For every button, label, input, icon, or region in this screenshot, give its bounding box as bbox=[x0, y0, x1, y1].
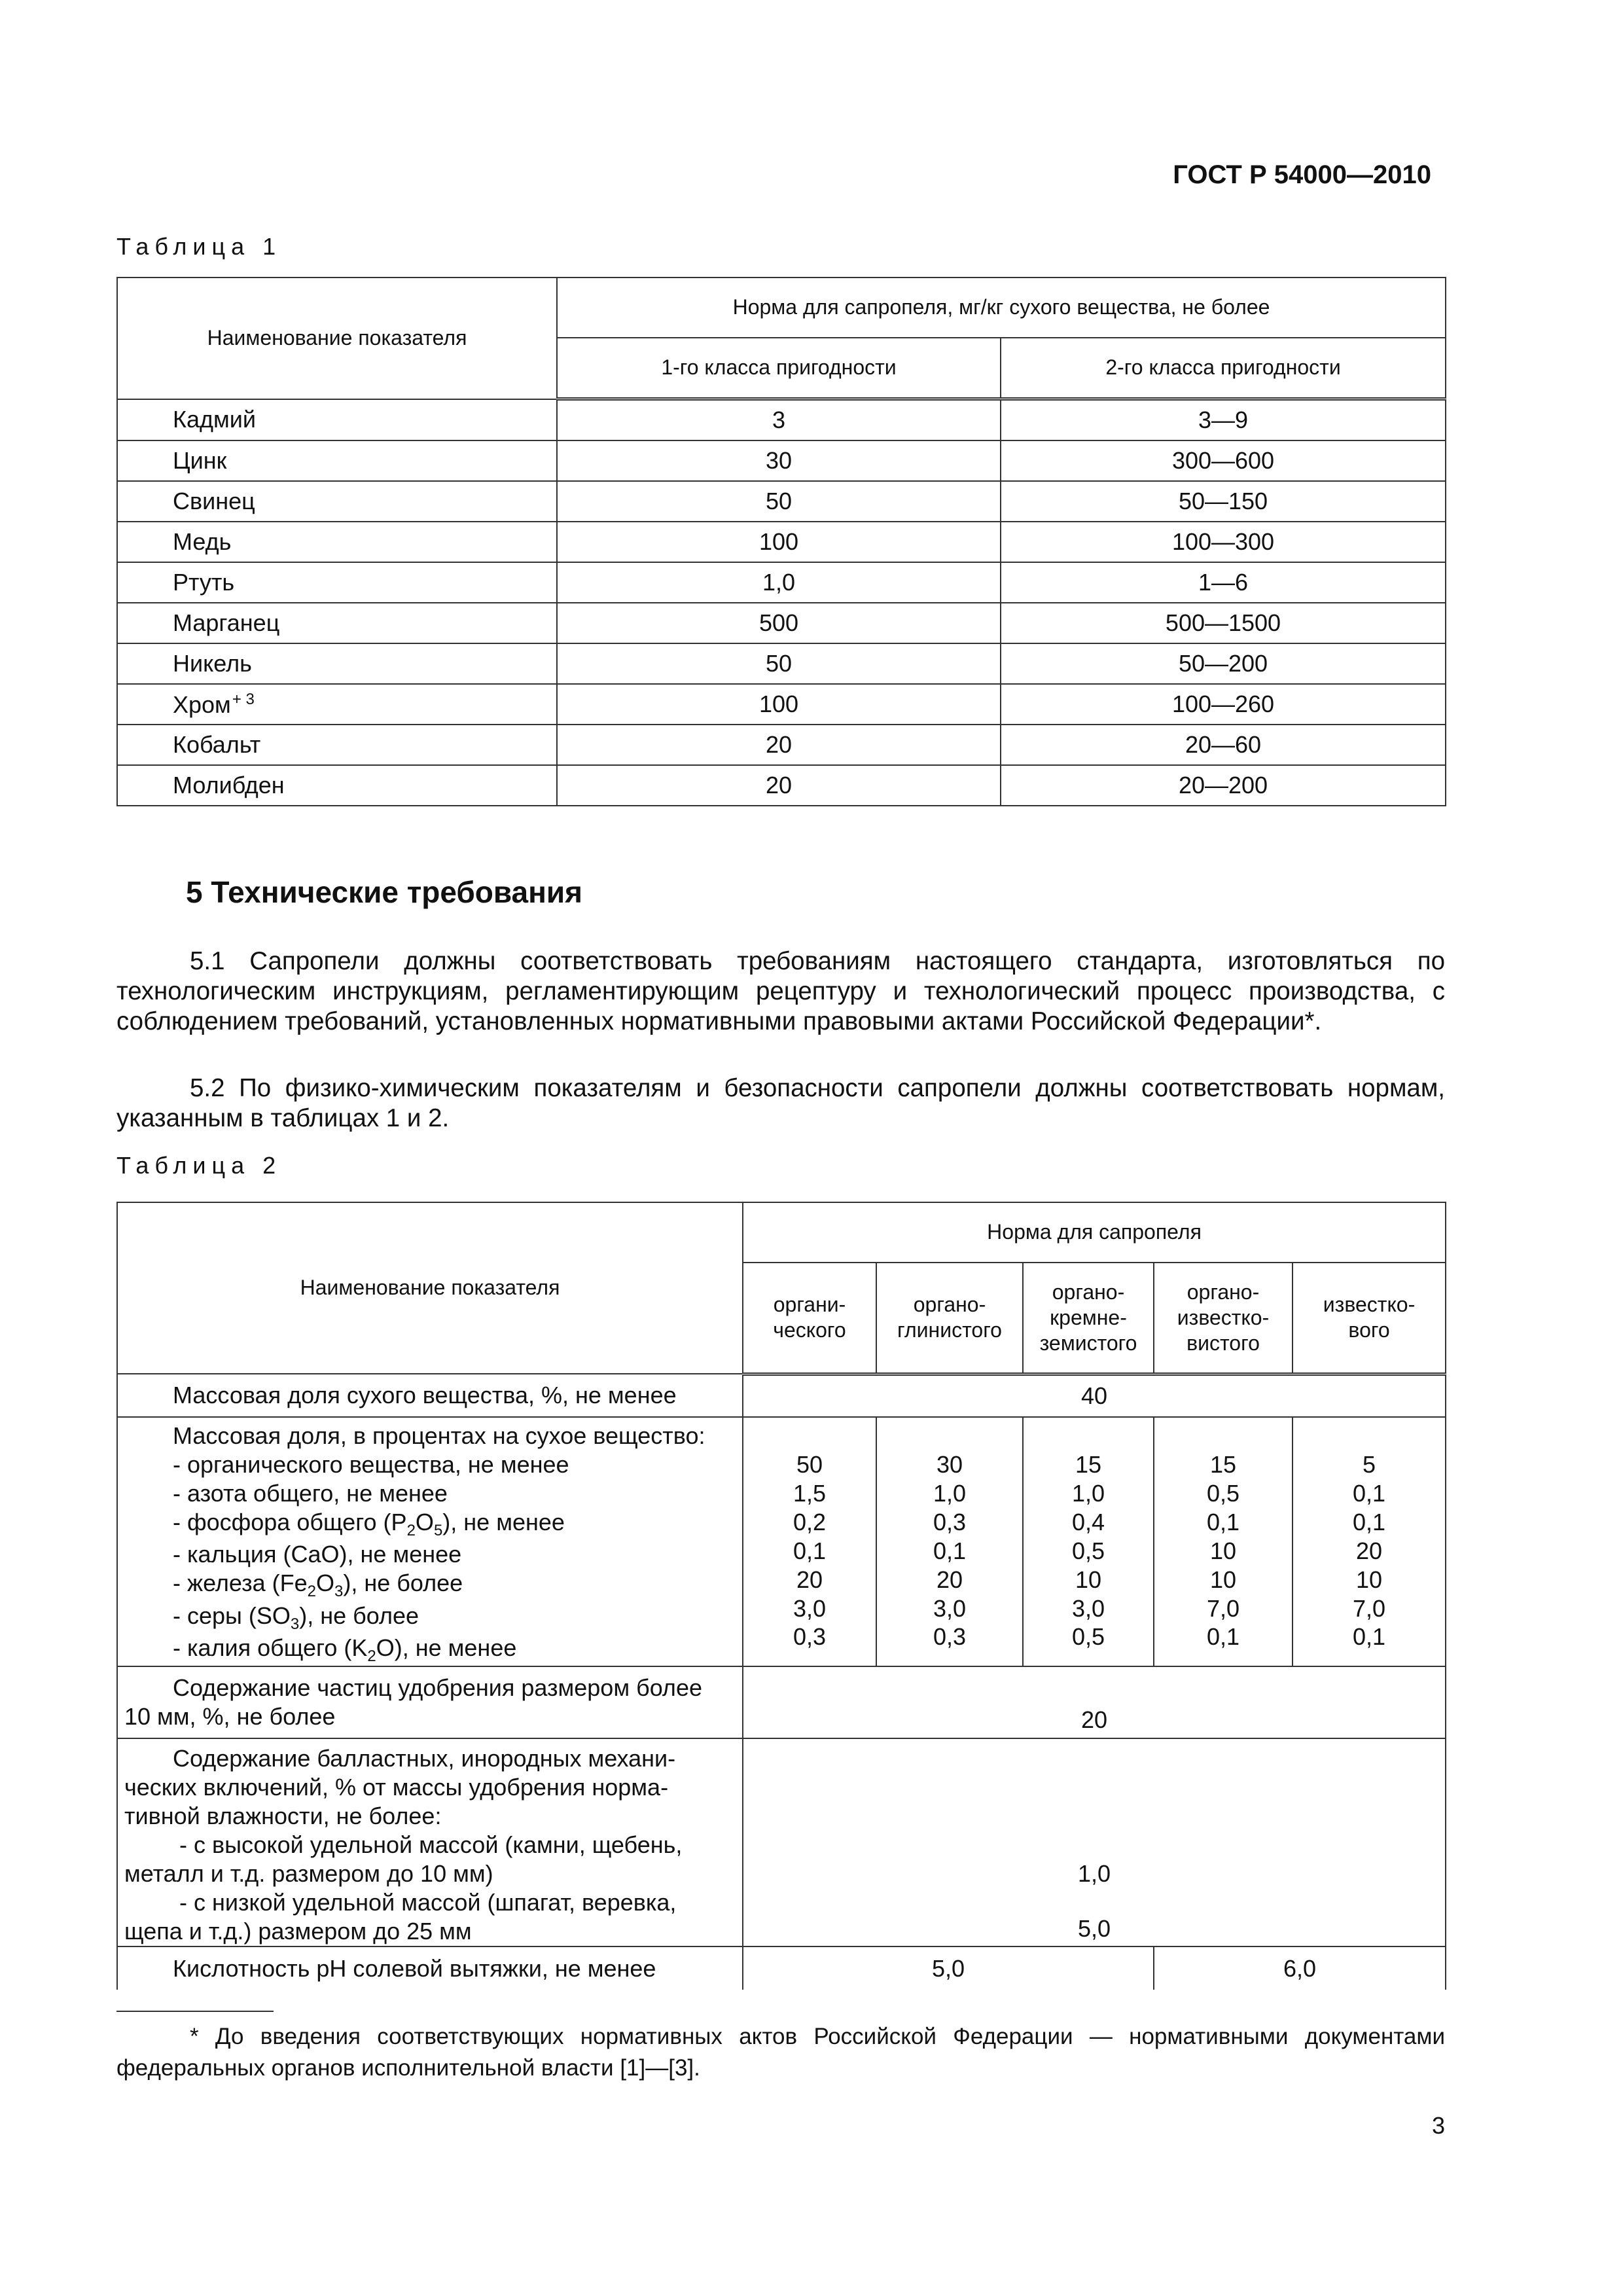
table1-class1-cell: 100 bbox=[557, 522, 1001, 562]
table1-class2-cell: 50—200 bbox=[1001, 643, 1446, 684]
category-line: ческого bbox=[773, 1318, 846, 1342]
metal-name: Никель bbox=[173, 650, 252, 677]
table2-category-1 bbox=[743, 1263, 876, 1374]
category-line: вистого bbox=[1186, 1331, 1260, 1355]
category-line: вого bbox=[1348, 1318, 1390, 1342]
mass-item bbox=[173, 1508, 736, 1540]
mass-value: 1,5 bbox=[793, 1479, 827, 1507]
category-line: земистого bbox=[1039, 1331, 1137, 1355]
mass-value: 30 bbox=[936, 1451, 963, 1478]
mass-item-sub: 3 bbox=[334, 1583, 344, 1601]
table1-class1-cell: 50 bbox=[557, 481, 1001, 522]
table1-class1-cell: 30 bbox=[557, 440, 1001, 481]
mass-value: 3,0 bbox=[1071, 1594, 1105, 1622]
table2-row-ph-value-a: 5,0 bbox=[743, 1946, 1154, 1990]
mass-value: 10 bbox=[1209, 1566, 1237, 1593]
table2-caption: Таблица 2 bbox=[116, 1152, 282, 1179]
mass-item-sub: 2 bbox=[406, 1521, 416, 1539]
mass-item-text: ), не более bbox=[299, 1602, 419, 1629]
ballast-line: - с низкой удельной массой (шпагат, веревка, bbox=[179, 1888, 677, 1916]
mass-item-sub: 3 bbox=[290, 1615, 300, 1633]
table1-class1-cell: 500 bbox=[557, 603, 1001, 643]
mass-value: 0,5 bbox=[1071, 1623, 1105, 1651]
table1-class1-cell: 20 bbox=[557, 765, 1001, 806]
document-code: ГОСТ Р 54000—2010 bbox=[1173, 160, 1431, 189]
table1-class2-cell: 20—200 bbox=[1001, 765, 1446, 806]
paragraph-5-1: 5.1 Сапропели должны соответствовать требованиям настоящего стандарта, изготовляться по технологическим инструкциям, регламентирующим рецептуру и технологический процесс производства, с соблюдением требований, установленных нормативными правовыми актами Российской Федерации*. bbox=[116, 947, 1445, 1035]
table2-mass-values-col-2 bbox=[876, 1417, 1023, 1666]
table1-name-cell bbox=[117, 481, 557, 522]
category-line: известко- bbox=[1323, 1293, 1416, 1317]
table2 bbox=[116, 1202, 1446, 1990]
table2-category-4 bbox=[1154, 1263, 1293, 1374]
metal-name: Кадмий bbox=[173, 406, 256, 433]
category-line: органо- bbox=[1052, 1280, 1125, 1304]
table1-class2-cell: 100—260 bbox=[1001, 684, 1446, 725]
ballast-line: тивной влажности, не более: bbox=[124, 1803, 442, 1830]
table2-category-5 bbox=[1293, 1263, 1446, 1374]
mass-value: 50 bbox=[796, 1451, 823, 1478]
mass-value: 1,0 bbox=[1071, 1479, 1105, 1507]
table1-name-cell bbox=[117, 562, 557, 603]
mass-item-text: - кальция (CaO), не менее bbox=[173, 1541, 462, 1568]
mass-value: 5 bbox=[1363, 1451, 1376, 1478]
table1-class2-cell: 1—6 bbox=[1001, 562, 1446, 603]
metal-name: Марганец bbox=[173, 609, 280, 637]
particles-line-2: 10 мм, %, не более bbox=[124, 1703, 336, 1731]
mass-value: 10 bbox=[1356, 1566, 1383, 1593]
mass-value: 7,0 bbox=[1206, 1594, 1240, 1622]
mass-value: 20 bbox=[1356, 1537, 1383, 1564]
section-title: 5 Технические требования bbox=[186, 875, 582, 909]
metal-name: Ртуть bbox=[173, 569, 235, 596]
category-line: известко- bbox=[1177, 1305, 1270, 1329]
mass-value: 7,0 bbox=[1353, 1594, 1386, 1622]
mass-value: 0,1 bbox=[1206, 1508, 1240, 1535]
mass-value: 0,1 bbox=[1353, 1623, 1386, 1651]
table1-class1-cell: 3 bbox=[557, 399, 1001, 441]
mass-value: 20 bbox=[796, 1566, 823, 1593]
mass-value: 0,3 bbox=[793, 1623, 827, 1651]
category-line: органо- bbox=[1186, 1280, 1260, 1304]
mass-item-text: - азота общего, не менее bbox=[173, 1479, 448, 1507]
paragraph-5-2: 5.2 По физико-химическим показателям и безопасности сапропели должны соответствовать нормам, указанным в таблицах 1 и 2. bbox=[116, 1074, 1445, 1132]
table1-header-norm: Норма для сапропеля, мг/кг сухого вещества, не более bbox=[557, 278, 1446, 338]
table-row bbox=[117, 522, 1446, 562]
mass-item bbox=[173, 1602, 736, 1634]
table1-class1-cell: 1,0 bbox=[557, 562, 1001, 603]
table2-row-ph-name: Кислотность pH солевой вытяжки, не менее bbox=[117, 1946, 743, 1990]
mass-item bbox=[173, 1540, 736, 1569]
mass-item-sub: 5 bbox=[433, 1521, 443, 1539]
metal-name: Кобальт bbox=[173, 731, 261, 759]
category-line: органо- bbox=[913, 1293, 986, 1317]
table2-mass-values-col-4 bbox=[1154, 1417, 1293, 1666]
ballast-line: металл и т.д. размером до 10 мм) bbox=[124, 1860, 493, 1888]
mass-item-text: ), не менее bbox=[442, 1508, 565, 1535]
mass-value: 0,1 bbox=[1353, 1479, 1386, 1507]
metal-name: Молибден bbox=[173, 772, 285, 799]
mass-value: 0,4 bbox=[1071, 1508, 1105, 1535]
mass-value: 15 bbox=[1209, 1451, 1237, 1478]
mass-value: 0,1 bbox=[793, 1537, 827, 1564]
table2-category-3 bbox=[1023, 1263, 1154, 1374]
table1 bbox=[116, 277, 1446, 806]
mass-value: 15 bbox=[1075, 1451, 1102, 1478]
mass-item-text: O), не менее bbox=[376, 1634, 517, 1661]
table1-name-cell bbox=[117, 725, 557, 765]
mass-item-text: - фосфора общего (P bbox=[173, 1508, 407, 1535]
mass-value: 0,1 bbox=[933, 1537, 967, 1564]
mass-item-text: - железа (Fe bbox=[173, 1570, 308, 1597]
mass-value: 1,0 bbox=[933, 1479, 967, 1507]
category-line: органи- bbox=[773, 1293, 846, 1317]
ballast-line: Содержание балластных, инородных механи- bbox=[173, 1745, 676, 1772]
mass-value: 0,5 bbox=[1206, 1479, 1240, 1507]
table2-mass-values-col-5 bbox=[1293, 1417, 1446, 1666]
mass-item-text: - органического вещества, не менее bbox=[173, 1450, 569, 1478]
table1-class2-cell: 50—150 bbox=[1001, 481, 1446, 522]
table1-name-cell bbox=[117, 765, 557, 806]
mass-item bbox=[173, 1479, 736, 1508]
mass-item-text: O bbox=[415, 1508, 434, 1535]
footnote: * До введения соответствующих нормативных актов Российской Федерации — нормативными документами федеральных органов исполнительной власти [1]—[3]. bbox=[116, 2024, 1445, 2081]
table1-name-cell bbox=[117, 399, 557, 441]
mass-value: 0,1 bbox=[1353, 1508, 1386, 1535]
mass-value: 3,0 bbox=[793, 1594, 827, 1622]
table2-mass-values-col-1 bbox=[743, 1417, 876, 1666]
mass-item-text: ), не более bbox=[343, 1570, 463, 1597]
table2-row-particles-value: 20 bbox=[743, 1666, 1446, 1738]
table1-name-cell bbox=[117, 643, 557, 684]
metal-name: Свинец bbox=[173, 488, 255, 515]
table1-class2-cell: 500—1500 bbox=[1001, 603, 1446, 643]
table1-name-cell bbox=[117, 684, 557, 725]
table-row bbox=[117, 440, 1446, 481]
mass-item-text: - серы (SO bbox=[173, 1602, 291, 1629]
ballast-line: - с высокой удельной массой (камни, щебень, bbox=[179, 1831, 683, 1859]
table2-row-ph-value-b: 6,0 bbox=[1154, 1946, 1446, 1990]
table1-class2-cell: 100—300 bbox=[1001, 522, 1446, 562]
table2-header-name: Наименование показателя bbox=[117, 1202, 743, 1374]
table2-header-norm: Норма для сапропеля bbox=[743, 1202, 1446, 1263]
table-row bbox=[117, 684, 1446, 725]
table-row bbox=[117, 643, 1446, 684]
table-row bbox=[117, 399, 1446, 441]
table1-class1-cell: 50 bbox=[557, 643, 1001, 684]
table-row bbox=[117, 765, 1446, 806]
table-row bbox=[117, 481, 1446, 522]
table2-mass-values-col-3 bbox=[1023, 1417, 1154, 1666]
metal-name: Хром bbox=[173, 691, 231, 718]
mass-item bbox=[173, 1569, 736, 1601]
particles-line-1: Содержание частиц удобрения размером более bbox=[173, 1674, 702, 1702]
table2-row-ballast-name bbox=[117, 1738, 743, 1946]
mass-value: 0,1 bbox=[1206, 1623, 1240, 1651]
mass-value: 0,2 bbox=[793, 1508, 827, 1535]
table1-class1-cell: 100 bbox=[557, 684, 1001, 725]
category-line: глинистого bbox=[897, 1318, 1002, 1342]
mass-item-text: O bbox=[316, 1570, 335, 1597]
table1-class1-cell: 20 bbox=[557, 725, 1001, 765]
mass-item-sub: 2 bbox=[367, 1647, 376, 1666]
table1-header-class1: 1-го класса пригодности bbox=[557, 338, 1001, 399]
table-row bbox=[117, 562, 1446, 603]
table2-row-mass bbox=[117, 1417, 1446, 1666]
table1-header-name: Наименование показателя bbox=[117, 278, 557, 399]
category-line: кремне- bbox=[1050, 1305, 1127, 1329]
table1-class2-cell: 20—60 bbox=[1001, 725, 1446, 765]
table1-name-cell bbox=[117, 603, 557, 643]
mass-item-sub: 2 bbox=[307, 1583, 317, 1601]
page-number: 3 bbox=[1431, 2112, 1445, 2139]
mass-value: 0,3 bbox=[933, 1623, 967, 1651]
mass-value: 0,3 bbox=[933, 1508, 967, 1535]
ballast-line: ческих включений, % от массы удобрения норма- bbox=[124, 1774, 669, 1801]
table2-category-2 bbox=[876, 1263, 1023, 1374]
metal-name: Медь bbox=[173, 528, 232, 556]
table2-row-dry-name: Массовая доля сухого вещества, %, не менее bbox=[117, 1374, 743, 1417]
table2-row-ballast-values bbox=[743, 1738, 1446, 1946]
ballast-line: щепа и т.д.) размером до 25 мм bbox=[124, 1917, 472, 1945]
footnote-rule bbox=[116, 2011, 274, 2012]
table-row bbox=[117, 725, 1446, 765]
mass-value: 10 bbox=[1075, 1566, 1102, 1593]
metal-name: Цинк bbox=[173, 447, 227, 475]
table1-name-cell bbox=[117, 522, 557, 562]
ballast-value-low: 5,0 bbox=[1078, 1915, 1111, 1943]
mass-value: 0,5 bbox=[1071, 1537, 1105, 1564]
ballast-value-high: 1,0 bbox=[1078, 1860, 1111, 1888]
table2-row-mass-name bbox=[117, 1417, 743, 1666]
mass-item-text: - калия общего (K bbox=[173, 1634, 368, 1661]
mass-title: Массовая доля, в процентах на сухое вещество: bbox=[173, 1422, 705, 1449]
table2-row-dry-value: 40 bbox=[743, 1374, 1446, 1417]
mass-item bbox=[173, 1634, 736, 1666]
table1-header-class2: 2-го класса пригодности bbox=[1001, 338, 1446, 399]
table1-caption: Таблица 1 bbox=[116, 233, 282, 260]
table1-body bbox=[117, 399, 1446, 806]
table1-class2-cell: 3—9 bbox=[1001, 399, 1446, 441]
table1-name-cell bbox=[117, 440, 557, 481]
table1-class2-cell: 300—600 bbox=[1001, 440, 1446, 481]
table-row bbox=[117, 603, 1446, 643]
mass-value: 3,0 bbox=[933, 1594, 967, 1622]
mass-value: 10 bbox=[1209, 1537, 1237, 1564]
mass-value: 20 bbox=[936, 1566, 963, 1593]
metal-charge: + 3 bbox=[232, 690, 255, 708]
table2-row-particles-name bbox=[117, 1666, 743, 1738]
mass-item bbox=[173, 1450, 736, 1479]
